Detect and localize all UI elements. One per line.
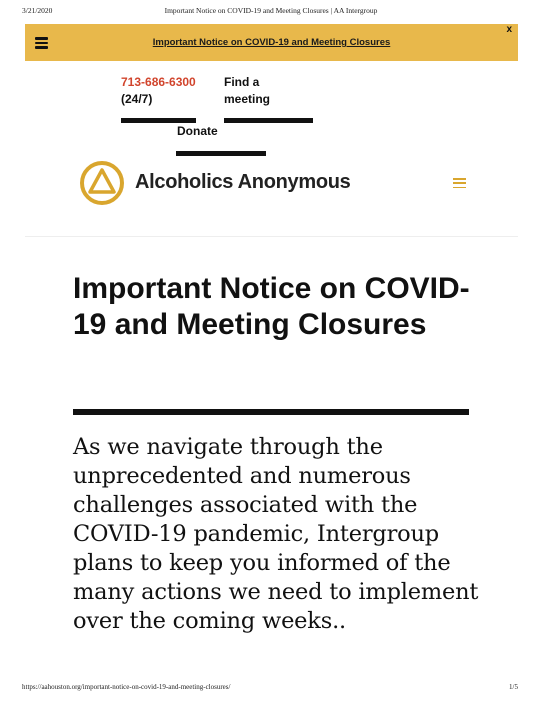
brand-name[interactable]: Alcoholics Anonymous: [135, 171, 351, 193]
close-icon[interactable]: x: [506, 24, 512, 35]
aa-logo-icon[interactable]: [79, 160, 125, 206]
donate-link[interactable]: Donate: [177, 124, 218, 138]
phone-number[interactable]: 713-686-6300: [121, 75, 196, 89]
header-divider: [25, 236, 518, 237]
notice-link[interactable]: Important Notice on COVID-19 and Meeting Closures: [152, 37, 391, 48]
print-url: https://aahouston.org/important-notice-on-covid-19-and-meeting-closures/: [22, 683, 231, 691]
print-page-number: 1/5: [509, 683, 518, 691]
redaction-bar: [176, 151, 266, 156]
notice-bar: [25, 24, 518, 61]
menu-icon[interactable]: [453, 178, 466, 191]
title-rule: [73, 409, 469, 415]
print-date: 3/21/2020: [22, 6, 53, 15]
find-meeting-link[interactable]: Find a meeting: [224, 75, 271, 106]
redaction-bar: [121, 118, 196, 123]
intro-paragraph: As we navigate through the unprecedented and numerous challenges associated with the COVID-19 pandemic, Intergroup plans to keep you informed of the many actions we need to implement over the coming weeks..: [73, 434, 479, 634]
phone-contact[interactable]: [121, 74, 196, 108]
redaction-bar: [224, 118, 313, 123]
print-page-title: Important Notice on COVID-19 and Meeting Closures | AA Intergroup: [164, 6, 378, 15]
phone-availability: (24/7): [121, 92, 153, 106]
page-title: Important Notice on COVID-19 and Meeting Closures: [73, 272, 470, 341]
